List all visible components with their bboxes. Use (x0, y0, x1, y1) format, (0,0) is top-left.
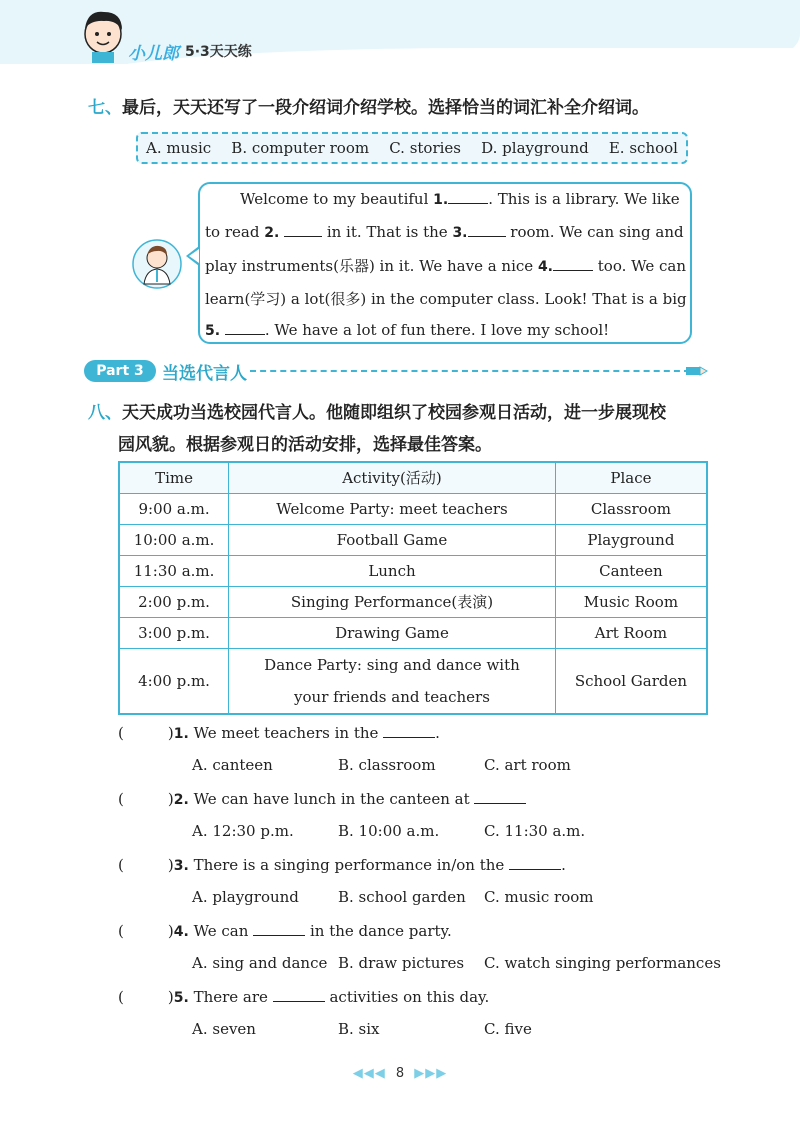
passage-text: . This is a library. We like (488, 190, 680, 208)
question-1 (118, 723, 440, 742)
answer-paren-close: ) (167, 724, 174, 742)
cell-time: 4:00 p.m. (119, 649, 229, 715)
passage-text: in it. That is the (326, 223, 448, 241)
option-d: D. playground (481, 139, 589, 157)
question-text: There are (193, 988, 268, 1006)
cell-time: 11:30 a.m. (119, 556, 229, 587)
option-c: C. stories (389, 139, 461, 157)
blank-2[interactable] (284, 222, 322, 237)
question-text: We meet teachers in the (193, 724, 379, 742)
table-row (119, 556, 707, 587)
question-text: . (561, 856, 566, 874)
arrows-right-icon: ▶▶▶ (414, 1066, 448, 1081)
blank-number-1: 1. (433, 192, 449, 208)
blank-4[interactable] (553, 256, 593, 271)
cell-activity: Welcome Party: meet teachers (229, 494, 556, 525)
section7-title: 最后，天天还写了一段介绍词介绍学校。选择恰当的词汇补全介绍词。 (122, 98, 649, 118)
choice-1b[interactable]: B. classroom (338, 756, 436, 774)
blank-number-4: 4. (537, 259, 553, 275)
table-row (119, 525, 707, 556)
pencil-icon (686, 364, 708, 378)
cell-time: 10:00 a.m. (119, 525, 229, 556)
answer-paren-open: ( (118, 790, 124, 808)
question-number: 1. (173, 726, 189, 742)
answer-paren-open: ( (118, 988, 124, 1006)
cell-place: Art Room (555, 618, 707, 649)
passage-text: room. We can sing and (510, 223, 684, 241)
passage-text: too. We can (597, 257, 686, 275)
table-row (119, 649, 707, 715)
passage-line-3 (205, 255, 686, 276)
question-text: There is a singing performance in/on the (193, 856, 505, 874)
question-blank[interactable] (273, 987, 325, 1002)
question-blank[interactable] (383, 723, 435, 738)
question-text: We can (193, 922, 249, 940)
answer-slot-5[interactable] (124, 988, 168, 1002)
section8-heading (88, 398, 666, 423)
part-label: Part 3 (84, 360, 156, 382)
section7-number: 七、 (88, 98, 122, 118)
cell-place: Classroom (555, 494, 707, 525)
answer-slot-3[interactable] (124, 856, 168, 870)
choice-3c[interactable]: C. music room (484, 888, 594, 906)
blank-number-3: 3. (452, 225, 468, 241)
question-text: We can have lunch in the canteen at (193, 790, 470, 808)
word-options-box (136, 132, 688, 164)
arrows-left-icon: ◀◀◀ (352, 1066, 386, 1081)
choice-5a[interactable]: A. seven (192, 1020, 256, 1038)
cell-activity: Drawing Game (229, 618, 556, 649)
blank-number-5: 5. (205, 323, 221, 339)
question-5 (118, 987, 489, 1006)
question-number: 5. (173, 990, 189, 1006)
answer-paren-close: ) (167, 856, 174, 874)
blank-number-2: 2. (264, 225, 280, 241)
option-b: B. computer room (231, 139, 370, 157)
part-title: 当选代言人 (162, 364, 247, 384)
option-a: A. music (146, 139, 212, 157)
part-divider (250, 370, 690, 372)
choice-1c[interactable]: C. art room (484, 756, 571, 774)
question-2 (118, 789, 526, 808)
answer-paren-close: ) (167, 790, 174, 808)
passage-text: Welcome to my beautiful (240, 190, 429, 208)
table-row (119, 618, 707, 649)
question-text: in the dance party. (309, 922, 452, 940)
passage-line-2 (205, 222, 684, 241)
answer-paren-close: ) (167, 922, 174, 940)
cell-activity: Lunch (229, 556, 556, 587)
blank-3[interactable] (468, 222, 506, 237)
schedule-table (118, 461, 708, 715)
cell-time: 3:00 p.m. (119, 618, 229, 649)
cell-activity: Football Game (229, 525, 556, 556)
passage-text: . We have a lot of fun there. I love my school! (264, 321, 610, 339)
choice-3b[interactable]: B. school garden (338, 888, 466, 906)
series-name: 5·3天天练 (185, 44, 252, 60)
table-header-row (119, 462, 707, 494)
cell-place: Music Room (555, 587, 707, 618)
passage-text: play instruments(乐器) in it. We have a nice (205, 257, 534, 275)
passage-line-4: learn(学习) a lot(很多) in the computer class. Look! That is a big (205, 290, 687, 308)
header-place: Place (555, 462, 707, 494)
boy-mascot-icon (78, 6, 128, 64)
question-blank[interactable] (253, 921, 305, 936)
question-number: 3. (173, 858, 189, 874)
choice-4b[interactable]: B. draw pictures (338, 954, 465, 972)
section7-heading (88, 93, 649, 118)
cell-activity-line: your friends and teachers (294, 688, 490, 706)
page-footer (340, 1066, 460, 1081)
choice-4a[interactable]: A. sing and dance (192, 954, 328, 972)
section8-title-line2: 园风貌。根据参观日的活动安排，选择最佳答案。 (118, 435, 492, 455)
question-number: 4. (173, 924, 189, 940)
cell-place: Playground (555, 525, 707, 556)
choice-4c[interactable]: C. watch singing performances (484, 954, 721, 972)
question-number: 2. (173, 792, 189, 808)
passage-line-5 (205, 320, 609, 339)
answer-paren-close: ) (167, 988, 174, 1006)
table-row (119, 494, 707, 525)
choice-2a[interactable]: A. 12:30 p.m. (192, 822, 294, 840)
passage-line-1 (240, 189, 680, 208)
header-activity: Activity(活动) (229, 462, 556, 494)
section8-title-line1: 天天成功当选校园代言人。他随即组织了校园参观日活动，进一步展现校 (122, 403, 666, 423)
blank-5[interactable] (225, 320, 265, 335)
choice-1a[interactable]: A. canteen (192, 756, 273, 774)
question-text: activities on this day. (329, 988, 490, 1006)
option-e: E. school (608, 139, 678, 157)
answer-slot-4[interactable] (124, 922, 168, 936)
page-number: 8 (395, 1066, 405, 1081)
choice-5b[interactable]: B. six (338, 1020, 380, 1038)
question-blank[interactable] (474, 789, 526, 804)
brand-badge (122, 38, 260, 64)
choice-2c[interactable]: C. 11:30 a.m. (484, 822, 586, 840)
table-row (119, 587, 707, 618)
cell-activity: Singing Performance(表演) (229, 587, 556, 618)
bubble-tail-inner (189, 249, 199, 263)
brand-name: 小儿郎 (128, 43, 179, 64)
question-3 (118, 855, 566, 874)
answer-paren-open: ( (118, 856, 124, 874)
answer-slot-1[interactable] (124, 724, 168, 738)
question-blank[interactable] (509, 855, 561, 870)
cell-time: 2:00 p.m. (119, 587, 229, 618)
blank-1[interactable] (448, 189, 488, 204)
boy-avatar-icon (132, 236, 182, 292)
cell-activity (229, 649, 556, 715)
section8-number: 八、 (88, 403, 122, 423)
choice-3a[interactable]: A. playground (192, 888, 299, 906)
cell-time: 9:00 a.m. (119, 494, 229, 525)
choice-2b[interactable]: B. 10:00 a.m. (338, 822, 440, 840)
answer-paren-open: ( (118, 922, 124, 940)
cell-activity-line: Dance Party: sing and dance with (264, 656, 520, 674)
passage-text: to read (205, 223, 260, 241)
header-time: Time (119, 462, 229, 494)
cell-place: School Garden (555, 649, 707, 715)
question-text: . (435, 724, 440, 742)
cell-place: Canteen (555, 556, 707, 587)
choice-5c[interactable]: C. five (484, 1020, 532, 1038)
answer-slot-2[interactable] (124, 790, 168, 804)
question-4 (118, 921, 452, 940)
answer-paren-open: ( (118, 724, 124, 742)
